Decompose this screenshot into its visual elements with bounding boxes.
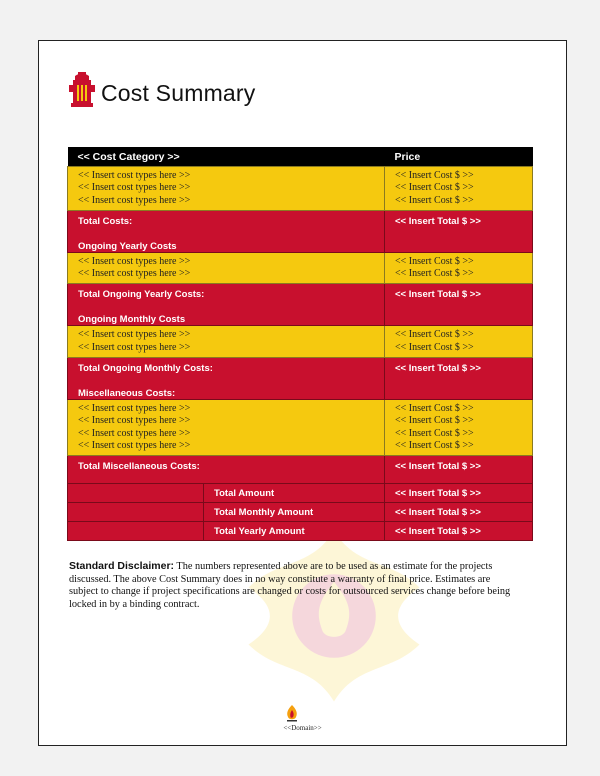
header xyxy=(69,72,255,108)
summary-label: Total Yearly Amount xyxy=(204,522,385,541)
section-label: Ongoing Monthly Costs xyxy=(78,314,186,326)
total-row xyxy=(68,456,533,484)
total-label: Total Costs: xyxy=(78,215,133,227)
total-label-cell xyxy=(68,284,385,326)
total-label-cell xyxy=(68,456,385,484)
cost-type-item: << Insert cost types here >> xyxy=(78,182,191,194)
summary-row xyxy=(68,503,533,522)
cost-values-cell xyxy=(385,252,533,284)
page-title: Cost Summary xyxy=(101,79,256,106)
cost-type-item: << Insert cost types here >> xyxy=(78,403,191,415)
total-row xyxy=(68,210,533,252)
cost-types-cell xyxy=(68,252,385,284)
cost-type-item: << Insert cost types here >> xyxy=(78,170,191,181)
cost-type-item: << Insert cost types here >> xyxy=(78,439,191,451)
cost-type-item: << Insert cost types here >> xyxy=(78,194,191,206)
cost-values-cell xyxy=(385,400,533,456)
total-value: << Insert Total $ >> xyxy=(385,210,533,252)
cost-value-item: << Insert Cost $ >> xyxy=(395,268,474,280)
standard-disclaimer xyxy=(69,560,515,611)
section-label: Ongoing Yearly Costs xyxy=(78,240,177,252)
total-label: Total Miscellaneous Costs: xyxy=(78,461,200,473)
total-row xyxy=(68,358,533,400)
cost-value-item: << Insert Cost $ >> xyxy=(395,427,474,439)
total-label-cell xyxy=(68,210,385,252)
summary-label: Total Monthly Amount xyxy=(204,503,385,522)
cost-value-item: << Insert Cost $ >> xyxy=(395,329,474,341)
total-label-cell xyxy=(68,358,385,400)
total-label: Total Ongoing Yearly Costs: xyxy=(78,289,205,301)
table-header xyxy=(68,147,533,167)
flame-icon xyxy=(285,705,299,723)
total-value: << Insert Total $ >> xyxy=(385,358,533,400)
items-row xyxy=(68,326,533,358)
cost-value-item: << Insert Cost $ >> xyxy=(395,403,474,415)
cost-value-item: << Insert Cost $ >> xyxy=(395,182,474,194)
summary-empty-cell xyxy=(68,503,204,522)
items-row xyxy=(68,252,533,284)
summary-value: << Insert Total $ >> xyxy=(385,503,533,522)
header-cost-category: << Cost Category >> xyxy=(68,147,385,167)
cost-values-cell xyxy=(385,167,533,211)
total-row xyxy=(68,284,533,326)
cost-type-item: << Insert cost types here >> xyxy=(78,341,191,353)
cost-value-item: << Insert Cost $ >> xyxy=(395,255,474,267)
cost-type-item: << Insert cost types here >> xyxy=(78,415,191,427)
cost-value-item: << Insert Cost $ >> xyxy=(395,415,474,427)
total-value: << Insert Total $ >> xyxy=(385,456,533,484)
cost-types-cell xyxy=(68,326,385,358)
header-price: Price xyxy=(385,147,533,167)
items-row xyxy=(68,167,533,211)
summary-empty-cell xyxy=(68,484,204,503)
cost-type-item: << Insert cost types here >> xyxy=(78,255,191,267)
total-label: Total Ongoing Monthly Costs: xyxy=(78,363,213,375)
summary-value: << Insert Total $ >> xyxy=(385,484,533,503)
section-label: Miscellaneous Costs: xyxy=(78,388,176,400)
cost-type-item: << Insert cost types here >> xyxy=(78,427,191,439)
page xyxy=(38,40,567,746)
footer-domain: <<Domain>> xyxy=(283,724,322,732)
fire-hydrant-icon xyxy=(69,72,95,108)
cost-value-item: << Insert Cost $ >> xyxy=(395,439,474,451)
cost-summary-table xyxy=(67,147,533,541)
fire-badge-icon xyxy=(239,521,429,711)
cost-types-cell xyxy=(68,167,385,211)
disclaimer-text: The numbers represented above are to be used as an estimate for the projects discussed. The above Cost Summary does in no way constitute a warranty of final price. Estimates are subject to change if project specifications are changed or costs for outsourced services change before being locked in by a binding contract. xyxy=(69,561,511,610)
total-value: << Insert Total $ >> xyxy=(385,284,533,326)
cost-type-item: << Insert cost types here >> xyxy=(78,268,191,280)
cost-type-item: << Insert cost types here >> xyxy=(78,329,191,341)
cost-value-item: << Insert Cost $ >> xyxy=(395,341,474,353)
cost-value-item: << Insert Cost $ >> xyxy=(395,170,474,181)
cost-value-item: << Insert Cost $ >> xyxy=(395,194,474,206)
cost-values-cell xyxy=(385,326,533,358)
summary-empty-cell xyxy=(68,522,204,541)
summary-row xyxy=(68,484,533,503)
summary-value: << Insert Total $ >> xyxy=(385,522,533,541)
items-row xyxy=(68,400,533,456)
summary-label: Total Amount xyxy=(204,484,385,503)
summary-row xyxy=(68,522,533,541)
disclaimer-heading: Standard Disclaimer: xyxy=(69,560,175,572)
cost-types-cell xyxy=(68,400,385,456)
